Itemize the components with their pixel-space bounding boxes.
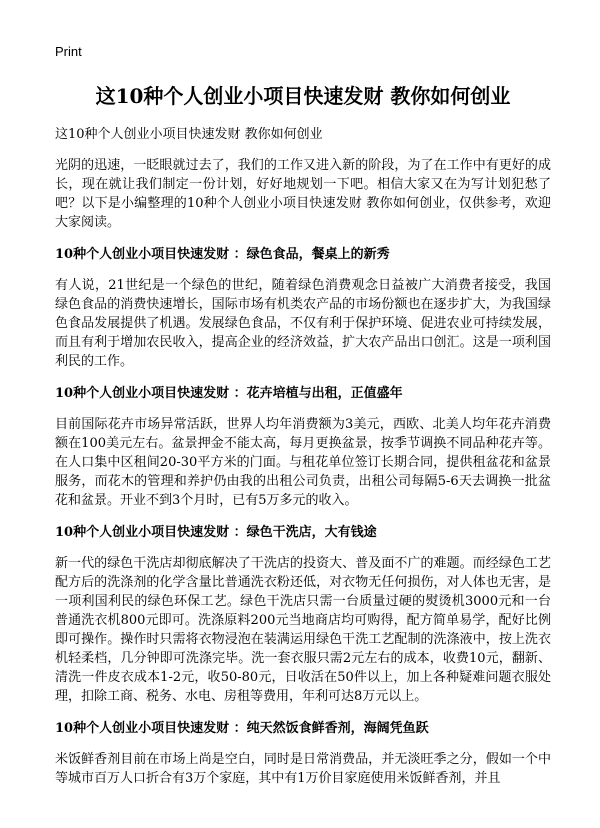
document-page <box>55 44 551 788</box>
section-body-flower-rental: 目前国际花卉市场异常活跃，世界人均年消费额为3美元，西欧、北美人均年花卉消费额在100美元左右。盆景押金不能太高，每月更换盆景，按季节调换不同品种花卉等。在人口集中区租间20-30平方米的门面。与租花单位签订长期合同，提供租盆花和盆景服务，而花木的管理和养护仍由我的出租公司负责，出租公司每隔5-6天去调换一批盆花和盆景。开业不到3个月时，已有5万多元的收入。 <box>55 417 551 508</box>
section-heading-rice-flavor: 10种个人创业小项目快速发财 ：纯天然饭食鲜香剂，海阔凭鱼跃 <box>55 721 429 736</box>
section-heading-dry-cleaning: 10种个人创业小项目快速发财 ：绿色干洗店，大有钱途 <box>55 525 377 540</box>
section-body-dry-cleaning: 新一代的绿色干洗店却彻底解决了干洗店的投资大、普及面不广的难题。而经绿色工艺配方后的洗涤剂的化学含量比普通洗衣粉还低，对衣物无任何损伤，对人体也无害，是一项利国利民的绿色环保工艺。绿色干洗店只需一台质量过硬的熨烫机3000元和一台普通洗衣机800元即可。洗涤原料200元当地商店均可购得，配方简单易学，配好比例即可操作。操作时只需将衣物浸泡在装满运用绿色干洗工艺配制的洗涤液中，按上洗衣机轻柔档，几分钟即可洗涤完毕。洗一套衣服只需2元左右的成本，收费10元，翻新、清洗一件皮衣成本1-2元，收50-80元，日收活在50件以上，加上各种疑难问题衣服处理，扣除工商、税务、水电、房租等费用，年利可达8万元以上。 <box>55 556 551 704</box>
intro-paragraph: 光阴的迅速，一眨眼就过去了，我们的工作又进入新的阶段，为了在工作中有更好的成长，现在就让我们制定一份计划，好好地规划一下吧。相信大家又在为写计划犯愁了吧？以下是小编整理的10种个人创业小项目快速发财 教你如何创业，仅供参考，欢迎大家阅读。 <box>55 158 551 230</box>
print-link[interactable]: Print <box>55 44 82 59</box>
page-title: 这10种个人创业小项目快速发财 教你如何创业 <box>95 84 511 108</box>
article-subtitle: 这10种个人创业小项目快速发财 教你如何创业 <box>55 127 323 142</box>
section-heading-flower-rental: 10种个人创业小项目快速发财 ：花卉培植与出租，正值盛年 <box>55 386 403 401</box>
section-body-green-food: 有人说，21世纪是一个绿色的世纪，随着绿色消费观念日益被广大消费者接受，我国绿色食品的消费快速增长，国际市场有机类农产品的市场份额也在逐步扩大，为我国绿色食品发展提供了机遇。发展绿色食品，不仅有利于保护环境、促进农业可持续发展，而且有利于增加农民收入，提高企业的经济效益，扩大农产品出口创汇。这是一项利国利民的工作。 <box>55 278 551 369</box>
section-heading-green-food: 10种个人创业小项目快速发财 ：绿色食品，餐桌上的新秀 <box>55 247 390 262</box>
section-body-rice-flavor: 米饭鲜香剂目前在市场上尚是空白，同时是日常消费品，并无淡旺季之分，假如一个中等城市百万人口折合有3万个家庭，其中有1万价目家庭使用米饭鲜香剂，并且 <box>55 752 551 786</box>
